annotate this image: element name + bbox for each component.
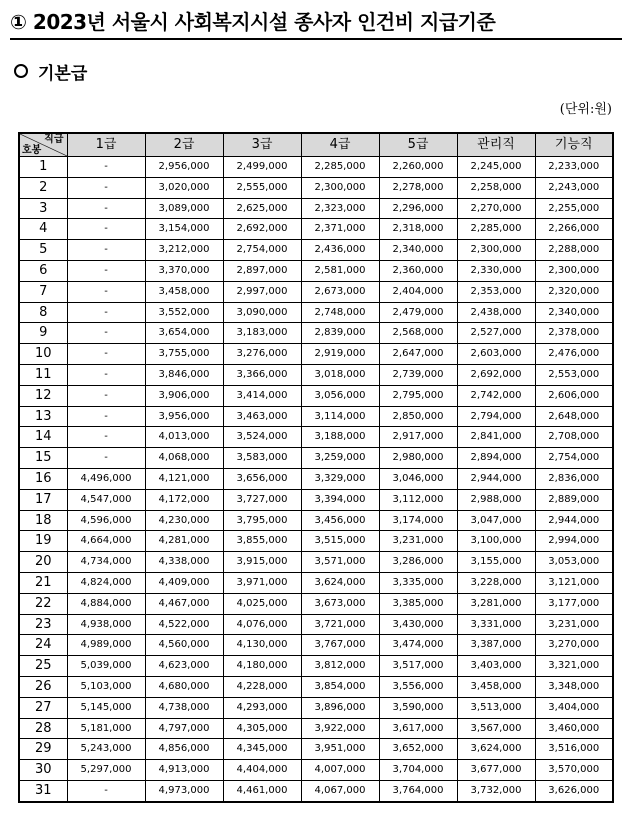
section-label: 기본급 [38,64,88,84]
salary-cell: - [67,364,145,385]
step-cell: 21 [19,572,67,593]
salary-cell: 3,329,000 [301,468,379,489]
table-row [19,240,613,261]
salary-cell: 4,560,000 [145,635,223,656]
salary-cell: 3,228,000 [457,572,535,593]
salary-cell: 2,839,000 [301,323,379,344]
salary-cell: 3,677,000 [457,760,535,781]
salary-cell: 4,228,000 [223,676,301,697]
salary-cell: - [67,198,145,219]
salary-cell: 3,915,000 [223,552,301,573]
page-title: ① 2023년 서울시 사회복지시설 종사자 인건비 지급기준 [10,6,622,40]
salary-cell: 2,260,000 [379,157,457,178]
salary-cell: 2,353,000 [457,281,535,302]
step-cell: 12 [19,385,67,406]
salary-cell: 3,626,000 [535,780,613,801]
salary-cell: 3,414,000 [223,385,301,406]
salary-cell: 4,068,000 [145,448,223,469]
salary-cell: 2,708,000 [535,427,613,448]
table-row [19,260,613,281]
salary-cell: 3,259,000 [301,448,379,469]
salary-cell: 4,738,000 [145,697,223,718]
salary-cell: 4,130,000 [223,635,301,656]
column-header-grade5: 5급 [379,133,457,157]
table-row [19,572,613,593]
salary-cell: 5,039,000 [67,656,145,677]
salary-cell: 4,293,000 [223,697,301,718]
salary-cell: 2,245,000 [457,157,535,178]
table-row [19,302,613,323]
table-row [19,780,613,801]
table-row [19,697,613,718]
salary-cell: 2,568,000 [379,323,457,344]
step-cell: 2 [19,177,67,198]
table-body [19,157,613,802]
salary-cell: 2,754,000 [223,240,301,261]
salary-cell: 3,727,000 [223,489,301,510]
salary-cell: 3,570,000 [535,760,613,781]
salary-cell: 3,463,000 [223,406,301,427]
salary-cell: 2,980,000 [379,448,457,469]
salary-cell: 4,180,000 [223,656,301,677]
step-cell: 15 [19,448,67,469]
salary-cell: 3,155,000 [457,552,535,573]
salary-cell: 3,114,000 [301,406,379,427]
salary-cell: 4,664,000 [67,531,145,552]
salary-cell: 3,370,000 [145,260,223,281]
salary-cell: 2,997,000 [223,281,301,302]
unit-label: (단위:원) [559,102,612,117]
column-header-manager: 관리직 [457,133,535,157]
salary-cell: 3,089,000 [145,198,223,219]
step-cell: 16 [19,468,67,489]
salary-cell: 2,378,000 [535,323,613,344]
table-row [19,427,613,448]
salary-cell: 4,973,000 [145,780,223,801]
salary-cell: 3,524,000 [223,427,301,448]
salary-cell: 4,461,000 [223,780,301,801]
salary-cell: 3,846,000 [145,364,223,385]
salary-cell: 2,323,000 [301,198,379,219]
salary-cell: 3,231,000 [535,614,613,635]
salary-cell: 2,919,000 [301,344,379,365]
salary-cell: 4,623,000 [145,656,223,677]
step-cell: 9 [19,323,67,344]
salary-cell: 3,732,000 [457,780,535,801]
salary-cell: 3,795,000 [223,510,301,531]
corner-header-cell [19,133,67,157]
column-header-grade2: 2급 [145,133,223,157]
step-cell: 31 [19,780,67,801]
corner-grade-label: 직급 [44,134,64,145]
salary-cell: 2,340,000 [379,240,457,261]
step-cell: 6 [19,260,67,281]
column-header-grade1: 1급 [67,133,145,157]
salary-cell: 3,090,000 [223,302,301,323]
salary-cell: 2,894,000 [457,448,535,469]
table-row [19,385,613,406]
salary-cell: 4,230,000 [145,510,223,531]
salary-cell: 4,913,000 [145,760,223,781]
salary-cell: 2,255,000 [535,198,613,219]
salary-cell: 4,797,000 [145,718,223,739]
salary-cell: 2,300,000 [457,240,535,261]
circle-bullet-icon [14,64,28,78]
salary-cell: 2,436,000 [301,240,379,261]
salary-cell: 3,231,000 [379,531,457,552]
step-cell: 30 [19,760,67,781]
salary-cell: 3,286,000 [379,552,457,573]
corner-step-label: 호봉 [22,145,42,156]
salary-cell: 5,103,000 [67,676,145,697]
salary-cell: 2,754,000 [535,448,613,469]
table-row [19,198,613,219]
salary-cell: 2,404,000 [379,281,457,302]
salary-cell: 3,458,000 [145,281,223,302]
salary-cell: 4,172,000 [145,489,223,510]
salary-cell: 3,764,000 [379,780,457,801]
salary-cell: 2,296,000 [379,198,457,219]
salary-cell: 4,076,000 [223,614,301,635]
salary-cell: 2,243,000 [535,177,613,198]
salary-cell: 2,300,000 [535,260,613,281]
table-row [19,406,613,427]
salary-cell: 3,704,000 [379,760,457,781]
table-row [19,177,613,198]
salary-cell: 2,692,000 [457,364,535,385]
table-row [19,281,613,302]
salary-cell: 4,596,000 [67,510,145,531]
table-row [19,219,613,240]
salary-cell: 2,917,000 [379,427,457,448]
salary-cell: 2,476,000 [535,344,613,365]
salary-cell: 2,625,000 [223,198,301,219]
salary-cell: 3,617,000 [379,718,457,739]
salary-cell: 2,300,000 [301,177,379,198]
salary-cell: 3,767,000 [301,635,379,656]
salary-cell: 3,812,000 [301,656,379,677]
salary-cell: 3,335,000 [379,572,457,593]
table-row [19,468,613,489]
salary-cell: 2,603,000 [457,344,535,365]
step-cell: 1 [19,157,67,178]
header-row [19,133,613,157]
salary-cell: 3,624,000 [457,739,535,760]
salary-cell: - [67,240,145,261]
salary-cell: 3,552,000 [145,302,223,323]
salary-cell: 3,174,000 [379,510,457,531]
salary-cell: 2,836,000 [535,468,613,489]
salary-cell: 3,212,000 [145,240,223,261]
salary-cell: 3,556,000 [379,676,457,697]
salary-cell: 4,025,000 [223,593,301,614]
table-row [19,157,613,178]
table-row [19,448,613,469]
salary-cell: 4,409,000 [145,572,223,593]
salary-cell: - [67,448,145,469]
salary-cell: 2,850,000 [379,406,457,427]
step-cell: 5 [19,240,67,261]
salary-cell: 4,884,000 [67,593,145,614]
salary-cell: 3,458,000 [457,676,535,697]
salary-cell: 2,956,000 [145,157,223,178]
salary-cell: 2,318,000 [379,219,457,240]
salary-cell: 3,188,000 [301,427,379,448]
salary-cell: 3,387,000 [457,635,535,656]
salary-cell: 3,394,000 [301,489,379,510]
salary-cell: 5,297,000 [67,760,145,781]
section-heading [14,62,87,86]
salary-cell: 5,243,000 [67,739,145,760]
salary-cell: 2,795,000 [379,385,457,406]
salary-cell: 2,748,000 [301,302,379,323]
salary-cell: 4,338,000 [145,552,223,573]
salary-table [18,132,614,803]
salary-cell: - [67,177,145,198]
salary-cell: 2,360,000 [379,260,457,281]
salary-cell: 3,056,000 [301,385,379,406]
step-cell: 11 [19,364,67,385]
salary-cell: 2,794,000 [457,406,535,427]
salary-cell: 2,897,000 [223,260,301,281]
salary-cell: 2,606,000 [535,385,613,406]
salary-cell: 2,340,000 [535,302,613,323]
salary-cell: 2,673,000 [301,281,379,302]
salary-cell: 3,276,000 [223,344,301,365]
salary-cell: 4,067,000 [301,780,379,801]
table-row [19,739,613,760]
salary-cell: 3,721,000 [301,614,379,635]
salary-cell: 4,856,000 [145,739,223,760]
salary-cell: 3,590,000 [379,697,457,718]
salary-cell: 2,371,000 [301,219,379,240]
salary-cell: - [67,385,145,406]
salary-cell: 4,496,000 [67,468,145,489]
column-header-grade4: 4급 [301,133,379,157]
salary-cell: 2,270,000 [457,198,535,219]
salary-cell: 2,739,000 [379,364,457,385]
salary-cell: - [67,323,145,344]
salary-cell: 3,100,000 [457,531,535,552]
salary-cell: 2,330,000 [457,260,535,281]
table-row [19,552,613,573]
salary-cell: - [67,157,145,178]
salary-cell: 2,288,000 [535,240,613,261]
table-row [19,656,613,677]
salary-cell: 2,944,000 [457,468,535,489]
salary-cell: 3,456,000 [301,510,379,531]
salary-cell: 3,460,000 [535,718,613,739]
salary-cell: 3,154,000 [145,219,223,240]
salary-cell: 3,515,000 [301,531,379,552]
salary-cell: 4,680,000 [145,676,223,697]
step-cell: 22 [19,593,67,614]
salary-cell: 4,989,000 [67,635,145,656]
salary-cell: 3,896,000 [301,697,379,718]
salary-cell: 3,112,000 [379,489,457,510]
salary-cell: 3,517,000 [379,656,457,677]
salary-cell: 3,516,000 [535,739,613,760]
salary-cell: 3,571,000 [301,552,379,573]
salary-cell: 2,320,000 [535,281,613,302]
salary-cell: 3,018,000 [301,364,379,385]
salary-cell: 3,385,000 [379,593,457,614]
salary-cell: - [67,302,145,323]
salary-cell: 3,047,000 [457,510,535,531]
salary-cell: 2,647,000 [379,344,457,365]
salary-cell: 3,474,000 [379,635,457,656]
salary-cell: 3,654,000 [145,323,223,344]
table-row [19,760,613,781]
step-cell: 18 [19,510,67,531]
salary-cell: 4,938,000 [67,614,145,635]
salary-cell: 2,499,000 [223,157,301,178]
table-row [19,718,613,739]
salary-cell: 5,145,000 [67,697,145,718]
salary-cell: 3,430,000 [379,614,457,635]
step-cell: 4 [19,219,67,240]
salary-cell: 2,742,000 [457,385,535,406]
salary-cell: 2,692,000 [223,219,301,240]
salary-cell: 3,121,000 [535,572,613,593]
column-header-technical: 기능직 [535,133,613,157]
salary-cell: 3,348,000 [535,676,613,697]
salary-cell: 2,944,000 [535,510,613,531]
table-row [19,323,613,344]
step-cell: 29 [19,739,67,760]
salary-cell: 2,278,000 [379,177,457,198]
salary-cell: 3,053,000 [535,552,613,573]
salary-cell: 3,956,000 [145,406,223,427]
salary-cell: 4,467,000 [145,593,223,614]
salary-cell: 2,438,000 [457,302,535,323]
salary-cell: 3,583,000 [223,448,301,469]
salary-cell: - [67,260,145,281]
table-row [19,510,613,531]
salary-cell: 2,266,000 [535,219,613,240]
salary-cell: 2,233,000 [535,157,613,178]
salary-cell: 3,855,000 [223,531,301,552]
salary-cell: - [67,780,145,801]
step-cell: 20 [19,552,67,573]
salary-cell: 2,479,000 [379,302,457,323]
table-row [19,344,613,365]
table-row [19,364,613,385]
salary-cell: 2,527,000 [457,323,535,344]
salary-cell: 4,522,000 [145,614,223,635]
salary-cell: 3,906,000 [145,385,223,406]
step-cell: 17 [19,489,67,510]
salary-cell: 3,183,000 [223,323,301,344]
salary-cell: 5,181,000 [67,718,145,739]
salary-cell: 3,331,000 [457,614,535,635]
step-cell: 25 [19,656,67,677]
salary-cell: 3,971,000 [223,572,301,593]
salary-cell: 3,281,000 [457,593,535,614]
salary-cell: 2,285,000 [301,157,379,178]
salary-cell: 3,404,000 [535,697,613,718]
salary-cell: 2,889,000 [535,489,613,510]
salary-cell: 4,013,000 [145,427,223,448]
salary-cell: 3,366,000 [223,364,301,385]
salary-cell: 3,624,000 [301,572,379,593]
salary-cell: 4,547,000 [67,489,145,510]
salary-cell: 2,285,000 [457,219,535,240]
salary-cell: 2,258,000 [457,177,535,198]
step-cell: 13 [19,406,67,427]
column-header-grade3: 3급 [223,133,301,157]
table-row [19,531,613,552]
salary-cell: 3,270,000 [535,635,613,656]
step-cell: 10 [19,344,67,365]
salary-cell: 2,581,000 [301,260,379,281]
salary-cell: 4,824,000 [67,572,145,593]
salary-cell: 3,951,000 [301,739,379,760]
step-cell: 8 [19,302,67,323]
step-cell: 19 [19,531,67,552]
salary-cell: 4,121,000 [145,468,223,489]
salary-cell: 2,988,000 [457,489,535,510]
step-cell: 24 [19,635,67,656]
step-cell: 3 [19,198,67,219]
table-row [19,635,613,656]
step-cell: 28 [19,718,67,739]
salary-cell: 3,854,000 [301,676,379,697]
salary-cell: - [67,427,145,448]
salary-cell: 2,553,000 [535,364,613,385]
salary-cell: 2,648,000 [535,406,613,427]
salary-cell: 3,656,000 [223,468,301,489]
salary-cell: 2,555,000 [223,177,301,198]
step-cell: 26 [19,676,67,697]
salary-cell: 3,567,000 [457,718,535,739]
salary-cell: - [67,344,145,365]
salary-cell: 3,673,000 [301,593,379,614]
salary-cell: 4,734,000 [67,552,145,573]
salary-cell: 3,922,000 [301,718,379,739]
salary-cell: 3,513,000 [457,697,535,718]
salary-cell: 2,841,000 [457,427,535,448]
step-cell: 23 [19,614,67,635]
table-row [19,676,613,697]
salary-cell: 3,321,000 [535,656,613,677]
salary-cell: 3,177,000 [535,593,613,614]
salary-cell: - [67,219,145,240]
step-cell: 7 [19,281,67,302]
step-cell: 27 [19,697,67,718]
salary-cell: - [67,281,145,302]
table-row [19,489,613,510]
salary-cell: 3,652,000 [379,739,457,760]
salary-cell: 4,007,000 [301,760,379,781]
table-row [19,593,613,614]
salary-cell: 4,345,000 [223,739,301,760]
salary-cell: 4,281,000 [145,531,223,552]
salary-cell: 3,755,000 [145,344,223,365]
salary-cell: 3,046,000 [379,468,457,489]
salary-cell: 3,403,000 [457,656,535,677]
salary-cell: 4,305,000 [223,718,301,739]
salary-cell: 2,994,000 [535,531,613,552]
step-cell: 14 [19,427,67,448]
salary-cell: 4,404,000 [223,760,301,781]
salary-cell: - [67,406,145,427]
salary-cell: 3,020,000 [145,177,223,198]
table-row [19,614,613,635]
